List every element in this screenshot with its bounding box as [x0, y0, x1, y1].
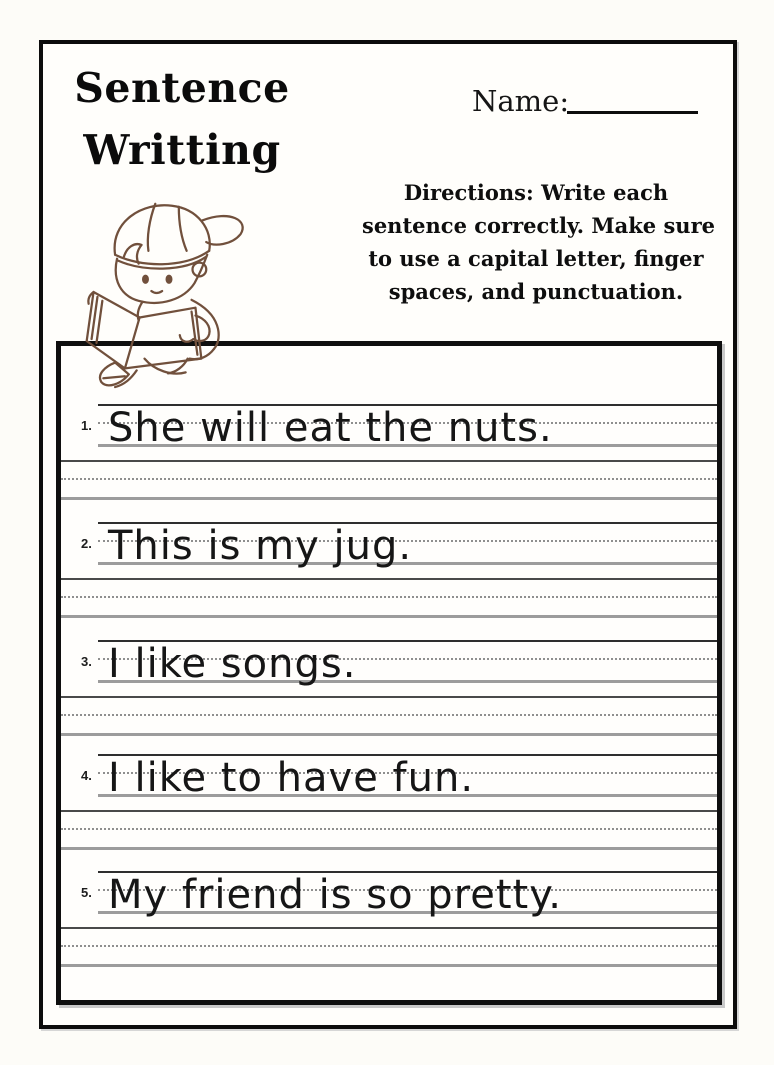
name-fill-in-line[interactable]	[567, 111, 698, 114]
student-writing-lines[interactable]	[61, 578, 717, 618]
blank-top-line	[61, 460, 717, 462]
directions-line3: to use a capital letter, finger	[368, 246, 704, 271]
blank-dotted-midline	[61, 478, 717, 480]
blank-dotted-midline	[61, 714, 717, 716]
blank-dotted-midline	[61, 945, 717, 947]
sentence-item-4	[61, 754, 717, 854]
sentence-item-5	[61, 871, 717, 971]
item-number: 2.	[81, 536, 92, 551]
sentence-text: I like songs.	[108, 641, 357, 687]
student-writing-lines[interactable]	[61, 927, 717, 967]
blank-top-line	[61, 927, 717, 929]
item-number: 3.	[81, 654, 92, 669]
blank-baseline	[61, 497, 717, 500]
item-number: 1.	[81, 418, 92, 433]
item-number: 4.	[81, 768, 92, 783]
directions-text	[362, 176, 715, 308]
blank-baseline	[61, 733, 717, 736]
worksheet-panel	[56, 341, 722, 1005]
blank-dotted-midline	[61, 828, 717, 830]
boy-reading-illustration	[85, 194, 253, 390]
student-writing-lines[interactable]	[61, 460, 717, 500]
blank-baseline	[61, 615, 717, 618]
sentence-text: This is my jug.	[108, 523, 413, 569]
sentence-item-1	[61, 404, 717, 504]
blank-top-line	[61, 696, 717, 698]
page-title-line1: Sentence	[74, 64, 290, 112]
sentence-item-3	[61, 640, 717, 740]
blank-baseline	[61, 964, 717, 967]
sentence-item-2	[61, 522, 717, 622]
page-title-line2: Writting	[83, 126, 281, 174]
blank-top-line	[61, 578, 717, 580]
directions-line1: Directions: Write each	[403, 180, 669, 205]
student-writing-lines[interactable]	[61, 696, 717, 736]
sentence-text: My friend is so pretty.	[108, 872, 562, 918]
sentence-text: She will eat the nuts.	[108, 405, 553, 451]
student-writing-lines[interactable]	[61, 810, 717, 850]
blank-top-line	[61, 810, 717, 812]
sentence-text: I like to have fun.	[108, 755, 475, 801]
page-title	[58, 57, 306, 181]
directions-line4: spaces, and punctuation.	[388, 279, 684, 304]
directions-line2: sentence correctly. Make sure	[362, 213, 715, 238]
blank-dotted-midline	[61, 596, 717, 598]
name-label: Name:	[472, 84, 570, 118]
blank-baseline	[61, 847, 717, 850]
item-number: 5.	[81, 885, 92, 900]
